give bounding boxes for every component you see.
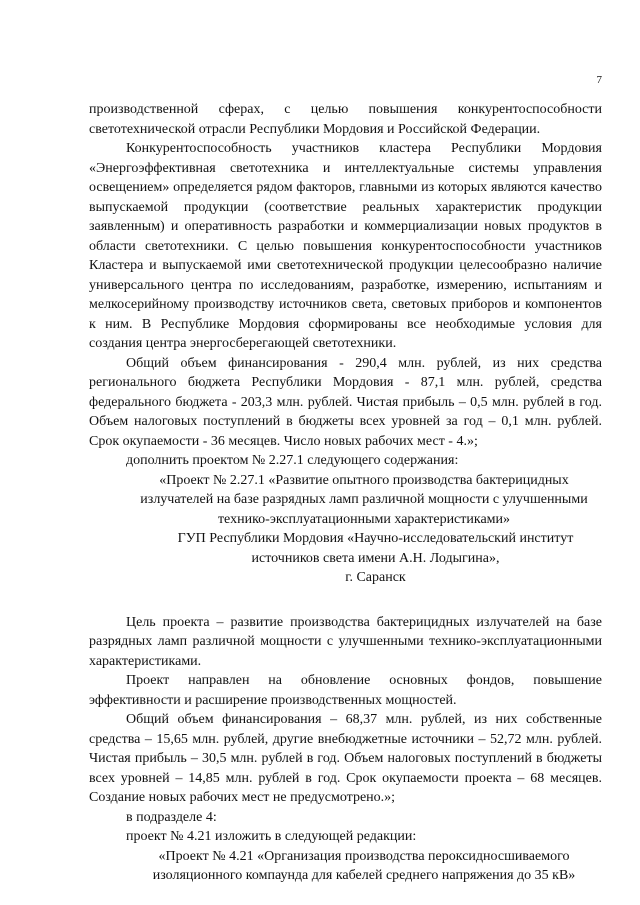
document-body: [89, 100, 602, 886]
paragraph-amend-instruction: дополнить проектом № 2.27.1 следующего содержания:: [126, 453, 459, 468]
paragraph-financing-2-27: Общий объем финансирования - 290,4 млн. рублей, из них средства регионального бюджета Республики Мордовия - 87,1 млн. рублей, средства федерального бюджета - 203,3 млн. рублей. Чистая прибыль – 0,5 млн. рублей в год. Объем налоговых поступлений в бюджеты всех уровней за год – 0,1 млн. рублей. Срок окупаемости - 36 месяцев. Число новых рабочих мест - 4.»;: [89, 355, 602, 449]
page-number: 7: [596, 74, 602, 86]
spacer: [89, 588, 602, 613]
project-organization: ГУП Республики Мордовия «Научно-исследовательский институт источников света имени А.Н. Лодыгина»,: [177, 531, 574, 566]
paragraph-subsection-4: в подразделе 4:: [126, 809, 217, 825]
paragraph-continuation: производственной сферах, с целью повышения конкурентоспособности светотехнической отрасли Республики Мордовия и Российской Федерации.: [89, 102, 602, 137]
paragraph-financing-2-27-1: Общий объем финансирования – 68,37 млн. рублей, из них собственные средства – 15,65 млн. рублей, другие внебюджетные источники – 52,72 млн. рублей. Чистая прибыль – 30,5 млн. рублей в год. Объем налоговых поступлений в бюджеты всех уровней – 14,85 млн. рублей в год. Срок окупаемости проекта – 68 месяцев. Создание новых рабочих мест не предусмотрено.»;: [89, 712, 602, 805]
project-4-21-heading: «Проект № 4.21 «Организация производства пероксидносшиваемого изоляционного компаунда для кабелей среднего напряжения до 35 кВ»: [152, 848, 576, 883]
paragraph-project-4-21-instruction: проект № 4.21 изложить в следующей редакции:: [126, 829, 417, 844]
project-2-27-1-heading: «Проект № 2.27.1 «Развитие опытного производства бактерицидных излучателей на базе разрядных ламп различной мощности с улучшенными технико-эксплуатационными характеристиками»: [140, 472, 588, 527]
paragraph-project-goal: Цель проекта – развитие производства бактерицидных излучателей на базе разрядных ламп различной мощности с улучшенными технико-эксплуатационными характеристиками.: [89, 614, 602, 669]
paragraph-project-direction: Проект направлен на обновление основных фондов, повышение эффективности и расширение производственных мощностей.: [89, 673, 602, 708]
paragraph-competitiveness: Конкурентоспособность участников кластера Республики Мордовия «Энергоэффективная светотехника и интеллектуальные системы управления освещением» определяется рядом факторов, главными из которых являются качество выпускаемой продукции (соответствие реальных характеристик продукции заявленным) и оперативность разработки и коммерциализации новых продуктов в области светотехники. С целью повышения конкурентоспособности участников Кластера и выпускаемой ими светотехнической продукции целесообразно наличие универсального центра по исследованиям, разработке, измерению, испытаниям и мелкосерийному производству источников света, световых приборов и компонентов к ним. В Республике Мордовия сформированы все необходимые условия для создания центра энергосберегающей светотехники.: [89, 141, 602, 351]
project-city: г. Саранск: [345, 570, 406, 585]
